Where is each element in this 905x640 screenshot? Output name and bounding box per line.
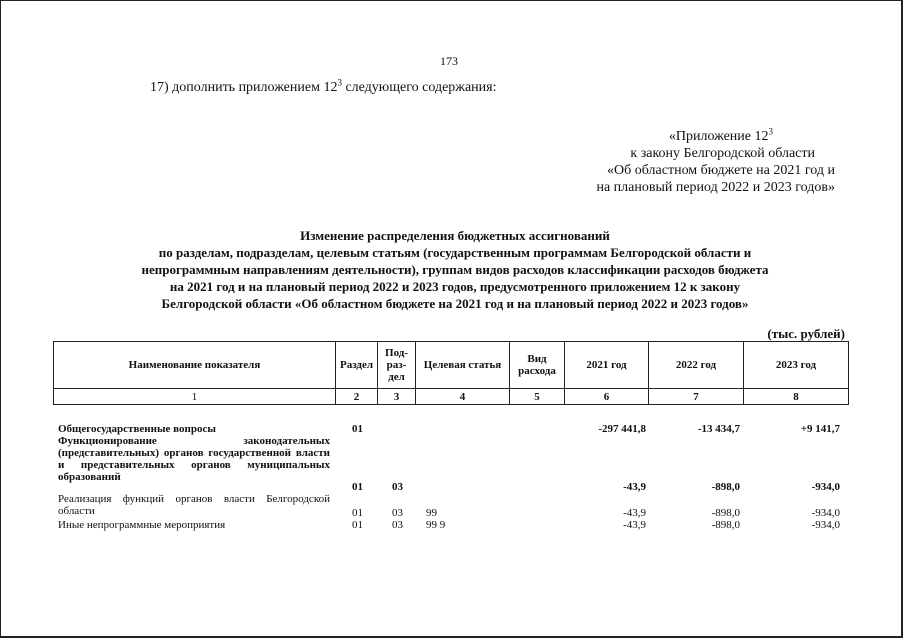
colnum-2: 2 xyxy=(336,389,378,405)
header-section: Раздел xyxy=(336,342,378,389)
intro-prefix: 17) дополнить приложением 12 xyxy=(150,80,338,95)
row-2023: +9 141,7 xyxy=(800,423,840,435)
units-label: (тыс. рублей) xyxy=(767,326,845,341)
appendix-line2: к закону Белгородской области xyxy=(630,146,815,161)
appendix-line1 xyxy=(560,128,835,145)
header-2021: 2021 год xyxy=(565,342,649,389)
row-2021: -297 441,8 xyxy=(598,423,646,435)
row-2022: -898,0 xyxy=(711,519,740,531)
table-row xyxy=(53,519,848,533)
row-2022: -13 434,7 xyxy=(697,423,740,435)
colnum-5: 5 xyxy=(510,389,565,405)
row-section: 01 xyxy=(352,519,363,531)
row-subsection: 03 xyxy=(392,519,403,531)
header-2022: 2022 год xyxy=(649,342,744,389)
header-2023: 2023 год xyxy=(744,342,849,389)
colnum-8: 8 xyxy=(744,389,849,405)
header-name: Наименование показателя xyxy=(54,342,336,389)
appendix-line1-sup: 3 xyxy=(768,126,773,137)
title-line2: по разделам, подразделам, целевым статьям (государственным программам Белгородской области и xyxy=(158,245,752,260)
budget-table-header xyxy=(53,341,849,405)
row-section: 01 xyxy=(352,423,363,435)
intro-text xyxy=(150,77,497,96)
row-section: 01 xyxy=(352,507,363,519)
row-subsection: 03 xyxy=(392,507,403,519)
title-line3: непрограммным направлениям деятельности), группам видов расходов классификации расходов бюджета xyxy=(141,262,769,277)
page-number: 173 xyxy=(440,54,458,68)
colnum-6: 6 xyxy=(565,389,649,405)
row-target: 99 9 xyxy=(426,519,446,531)
row-target: 99 xyxy=(426,507,437,519)
row-2022: -898,0 xyxy=(711,507,740,519)
row-2021: -43,9 xyxy=(623,519,646,531)
title-line5: Белгородской области «Об областном бюджете на 2021 год и на плановый период 2022 и 2023 годов» xyxy=(161,296,749,311)
colnum-1: 1 xyxy=(54,389,336,405)
table-row xyxy=(53,493,848,519)
row-2021: -43,9 xyxy=(623,507,646,519)
appendix-line1-prefix: «Приложение 12 xyxy=(668,129,769,144)
row-name: Реализация функций органов власти Белгородской области xyxy=(58,493,330,517)
row-2021: -43,9 xyxy=(623,481,646,493)
row-2022: -898,0 xyxy=(711,481,740,493)
intro-sup: 3 xyxy=(337,77,342,88)
header-subsection: Под-раз-дел xyxy=(378,342,416,389)
row-name: Иные непрограммные мероприятия xyxy=(58,519,226,531)
row-2023: -934,0 xyxy=(811,481,840,493)
row-2023: -934,0 xyxy=(811,519,840,531)
colnum-7: 7 xyxy=(649,389,744,405)
row-name: Общегосударственные вопросы xyxy=(58,423,216,435)
row-name: Функционирование законодательных (представительных) органов государственной власти и представительных органов муниципальных образований xyxy=(58,435,330,483)
appendix-line3: «Об областном бюджете на 2021 год и xyxy=(607,163,835,178)
appendix-line4: на плановый период 2022 и 2023 годов» xyxy=(596,180,835,195)
table-row xyxy=(53,423,848,435)
title-line4: на 2021 год и на плановый период 2022 и 2023 годов, предусмотренного приложением 12 к закону xyxy=(169,279,741,294)
row-subsection: 03 xyxy=(392,481,403,493)
header-target: Целевая статья xyxy=(416,342,510,389)
header-expense-type: Вид расхода xyxy=(510,342,565,389)
row-section: 01 xyxy=(352,481,363,493)
colnum-4: 4 xyxy=(416,389,510,405)
title-line1: Изменение распределения бюджетных ассигнований xyxy=(300,228,610,243)
colnum-3: 3 xyxy=(378,389,416,405)
row-2023: -934,0 xyxy=(811,507,840,519)
intro-suffix: следующего содержания: xyxy=(341,80,497,95)
table-row xyxy=(53,435,848,493)
document-title xyxy=(60,227,850,312)
budget-table-body xyxy=(53,423,848,533)
appendix-header xyxy=(560,128,835,196)
